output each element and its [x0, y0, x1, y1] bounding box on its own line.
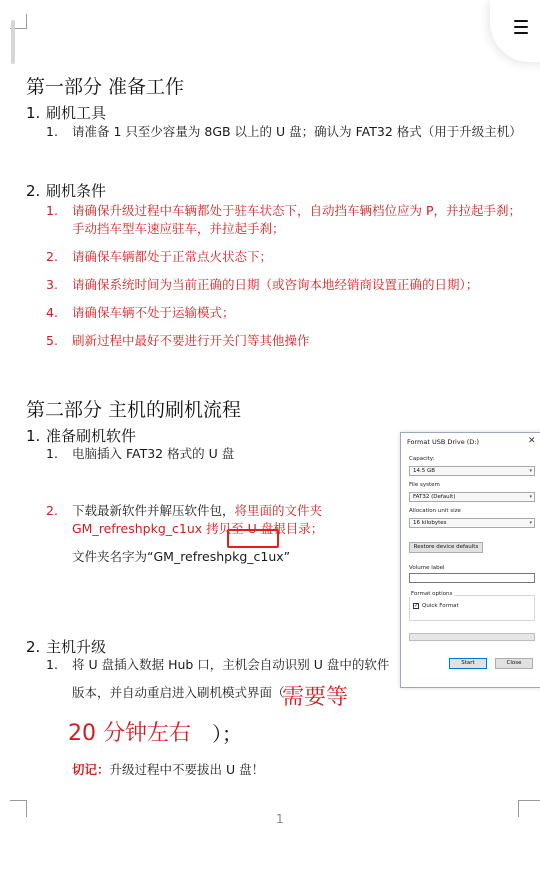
- hamburger-menu-icon: [514, 20, 528, 38]
- wait-time-highlight: 需要等: [282, 685, 349, 710]
- item-text: 请确保车辆都处于正常点火状态下；: [72, 249, 273, 264]
- closing-paren: ）；: [212, 722, 242, 746]
- close-icon: ✕: [528, 436, 536, 446]
- highlight-box: [227, 529, 279, 548]
- menu-button[interactable]: [490, 0, 540, 62]
- crop-mark-bottom-left: [10, 800, 27, 817]
- item-number: 5.: [46, 333, 58, 348]
- warning-note: [72, 760, 264, 778]
- dialog-title: Format USB Drive (D:): [407, 438, 480, 446]
- format-usb-dialog-image: [400, 432, 540, 688]
- item-text: 下载最新软件并解压软件包，: [72, 503, 235, 518]
- file-system-label: File system: [409, 482, 440, 488]
- volume-label: Volume label: [409, 565, 445, 571]
- capacity-label: Capacity:: [409, 456, 435, 462]
- chevron-down-icon: ▾: [529, 520, 532, 526]
- section-1-heading: [26, 102, 106, 123]
- scroll-indicator[interactable]: [11, 20, 15, 64]
- warning-text: 升级过程中不要拔出 U 盘！: [109, 762, 265, 777]
- item-text: 电脑插入 FAT32 格式的 U 盘: [72, 446, 235, 461]
- part2-title: 第二部分 主机的刷机流程: [26, 399, 242, 421]
- note-text: 文件夹名字为“GM_refreshpkg_c1ux”: [72, 549, 291, 564]
- file-system-value: FAT32 (Default): [413, 494, 456, 500]
- item-number: 2.: [46, 249, 58, 264]
- item-text: 版本，并自动重启进入刷机模式界面（: [72, 685, 285, 700]
- format-options-label: Format options: [411, 591, 453, 597]
- chevron-down-icon: ▾: [529, 468, 532, 474]
- item-number: 1.: [46, 124, 58, 139]
- item-text: 请准备 1 只至少容量为 8GB 以上的 U 盘；确认为 FAT32 格式（用于升级主机）: [72, 124, 522, 139]
- section-title: 刷机条件: [46, 182, 107, 200]
- allocation-select: [409, 518, 535, 528]
- item-number: 3.: [46, 277, 58, 292]
- section-title: 刷机工具: [46, 104, 107, 122]
- capacity-value: 14.5 GB: [413, 468, 436, 474]
- chevron-down-icon: ▾: [529, 494, 532, 500]
- item-number: 4.: [46, 305, 58, 320]
- file-system-select: [409, 492, 535, 502]
- start-button: Start: [449, 658, 487, 669]
- close-button: Close: [495, 658, 533, 669]
- section-number: 2.: [26, 638, 41, 656]
- restore-defaults-button: Restore device defaults: [409, 542, 483, 553]
- part1-title: 第一部分 准备工作: [26, 76, 185, 98]
- item-text: 请确保车辆不处于运输模式；: [72, 305, 235, 320]
- wait-time-highlight-2: 20 分钟左右: [68, 721, 191, 746]
- item-text-highlight: 将里面的文件夹: [234, 503, 323, 518]
- part2-section-1-heading: [26, 425, 136, 446]
- part2-section-2-heading: [26, 636, 106, 657]
- section-number: 1.: [26, 427, 41, 445]
- crop-mark-bottom-right: [518, 800, 540, 817]
- item-number: 1.: [46, 203, 58, 218]
- item-text: 将 U 盘插入数据 Hub 口，主机会自动识别 U 盘中的软件: [72, 657, 390, 672]
- item-text: 请确保升级过程中车辆都处于驻车状态下，自动挡车辆档位应为 P，并拉起手刹；: [72, 203, 522, 218]
- progress-bar: [409, 633, 535, 641]
- section-title: 准备刷机软件: [46, 427, 137, 445]
- warning-label: 切记：: [72, 762, 110, 777]
- volume-input: [409, 573, 535, 583]
- allocation-label: Allocation unit size: [409, 508, 461, 514]
- section-number: 2.: [26, 182, 41, 200]
- item-text: GM_refreshpkg_c1ux 拷贝至 U 盘根目录；: [72, 521, 324, 536]
- section-title: 主机升级: [46, 638, 107, 656]
- quick-format-checkbox: ✓: [414, 603, 419, 609]
- section-2-heading: [26, 180, 106, 201]
- item-number: 1.: [46, 657, 58, 672]
- item-text: 刷新过程中最好不要进行开关门等其他操作: [72, 333, 310, 348]
- page-number: 1: [276, 812, 284, 826]
- quick-format-label: Quick Format: [422, 603, 459, 609]
- item-number: 1.: [46, 446, 58, 461]
- item-number: 2.: [46, 503, 58, 518]
- item-text: 手动挡车型车速应驻车，并拉起手刹；: [72, 221, 285, 236]
- allocation-value: 16 kilobytes: [413, 520, 447, 526]
- section-number: 1.: [26, 104, 41, 122]
- capacity-select: [409, 466, 535, 476]
- item-text: 请确保系统时间为当前正确的日期（或咨询本地经销商设置正确的日期）；: [72, 277, 479, 292]
